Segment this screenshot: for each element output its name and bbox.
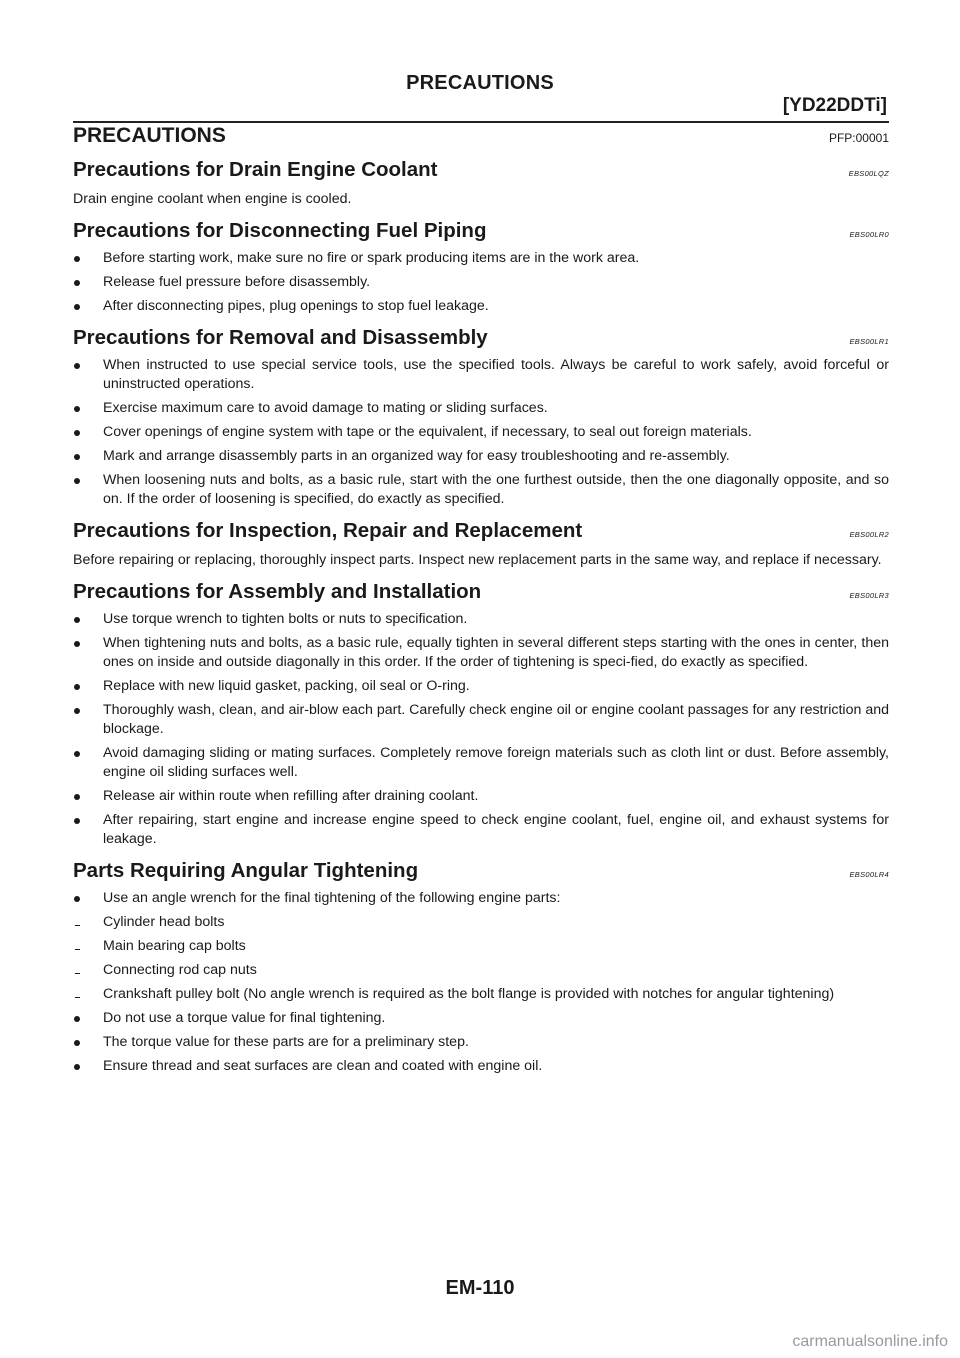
sub-list-item <box>73 985 889 1004</box>
header-rule <box>73 121 889 123</box>
section-code: EBS00LR3 <box>849 591 889 600</box>
section-heading <box>73 219 889 243</box>
list-item-text: Cover openings of engine system with tape or the equivalent, if necessary, to seal out foreign materials. <box>103 424 752 440</box>
header-title: PRECAUTIONS <box>406 72 554 94</box>
bullet-list <box>73 356 889 509</box>
list-item <box>73 677 889 696</box>
list-item <box>73 297 889 316</box>
section-title: Precautions for Drain Engine Coolant <box>73 158 438 181</box>
page-number: EM-110 <box>445 1277 515 1299</box>
list-item-text: The torque value for these parts are for a preliminary step. <box>103 1034 469 1050</box>
sub-list-item <box>73 961 889 980</box>
list-item-text: Main bearing cap bolts <box>103 938 246 954</box>
section-code: EBS00LQZ <box>848 169 889 178</box>
section-heading <box>73 326 889 350</box>
section-inspection-repair-replacement <box>73 519 889 570</box>
section-code: EBS00LR0 <box>849 230 889 239</box>
header-model-code: [YD22DDTi] <box>782 95 887 116</box>
list-item <box>73 447 889 466</box>
section-title: Precautions for Inspection, Repair and Replacement <box>73 519 583 542</box>
list-item <box>73 356 889 394</box>
list-item <box>73 471 889 509</box>
list-item-text: Before starting work, make sure no fire or spark producing items are in the work area. <box>103 250 640 266</box>
watermark: carmanualsonline.info <box>792 1333 948 1350</box>
section-code: EBS00LR1 <box>849 337 889 346</box>
list-item-text: When instructed to use special service tools, use the specified tools. Always be careful to work safely, avoid forceful or uninstructed operations. <box>103 357 889 392</box>
list-item-text: Release fuel pressure before disassembly. <box>103 274 371 290</box>
section-title: Parts Requiring Angular Tightening <box>73 859 419 882</box>
section-assembly-and-installation <box>73 580 889 849</box>
list-item-text: After repairing, start engine and increase engine speed to check engine coolant, fuel, engine oil, and exhaust systems for leakage. <box>103 812 889 847</box>
list-item-text: Do not use a torque value for final tightening. <box>103 1010 386 1026</box>
list-item <box>73 701 889 739</box>
list-item-text: Use an angle wrench for the final tightening of the following engine parts: <box>103 890 561 906</box>
section-code: EBS00LR4 <box>849 870 889 879</box>
list-item <box>73 1009 889 1028</box>
list-item-text: Crankshaft pulley bolt (No angle wrench is required as the bolt flange is provided with notches for angular tightening) <box>103 986 835 1002</box>
page-heading-code: PFP:00001 <box>828 131 889 145</box>
list-item <box>73 787 889 806</box>
section-heading <box>73 859 889 883</box>
section-heading <box>73 158 889 182</box>
list-item-text: After disconnecting pipes, plug openings to stop fuel leakage. <box>103 298 489 314</box>
list-item <box>73 1057 889 1076</box>
list-item-text: Cylinder head bolts <box>103 914 225 930</box>
list-item-text: Exercise maximum care to avoid damage to mating or sliding surfaces. <box>103 400 548 416</box>
section-title: Precautions for Assembly and Installation <box>73 580 482 603</box>
section-heading <box>73 580 889 604</box>
section-heading <box>73 519 889 543</box>
section-title: Precautions for Removal and Disassembly <box>73 326 488 349</box>
bullet-list <box>73 249 889 316</box>
section-paragraph: Before repairing or replacing, thoroughly inspect parts. Inspect new replacement parts in the same way, and replace if necessary. <box>73 552 882 568</box>
list-item-text: Use torque wrench to tighten bolts or nuts to specification. <box>103 611 468 627</box>
page-heading-title: PRECAUTIONS <box>73 124 226 147</box>
list-item <box>73 273 889 292</box>
list-item-text: Replace with new liquid gasket, packing, oil seal or O-ring. <box>103 678 470 694</box>
section-code: EBS00LR2 <box>849 530 889 539</box>
list-item-text: Avoid damaging sliding or mating surfaces. Completely remove foreign materials such as cloth lint or dust. Before assembly, engine oil sliding surfaces well. <box>103 745 889 780</box>
list-item-text: Thoroughly wash, clean, and air-blow each part. Carefully check engine oil or engine coolant passages for any restriction and blockage. <box>103 702 889 737</box>
section-title: Precautions for Disconnecting Fuel Piping <box>73 219 487 242</box>
list-item-text: When loosening nuts and bolts, as a basic rule, start with the one furthest outside, then the one diagonally opposite, and so on. If the order of loosening is specified, do exactly as specified. <box>103 472 889 507</box>
bullet-list <box>73 610 889 849</box>
sub-list-item <box>73 937 889 956</box>
page-content <box>73 124 889 1081</box>
list-item <box>73 634 889 672</box>
list-item <box>73 744 889 782</box>
list-item-text: When tightening nuts and bolts, as a basic rule, equally tighten in several different steps starting with the ones in center, then ones on inside and outside diagonally in this order. If the order of tightening is speci-fied, do exactly as specified. <box>103 635 889 670</box>
list-item-text: Connecting rod cap nuts <box>103 962 257 978</box>
section-paragraph: Drain engine coolant when engine is cooled. <box>73 191 352 207</box>
list-item <box>73 423 889 442</box>
list-item <box>73 610 889 629</box>
bullet-list <box>73 889 889 1076</box>
section-disconnecting-fuel-piping <box>73 219 889 316</box>
list-item <box>73 1033 889 1052</box>
list-item-text: Ensure thread and seat surfaces are clean and coated with engine oil. <box>103 1058 543 1074</box>
section-drain-engine-coolant <box>73 158 889 209</box>
list-item <box>73 811 889 849</box>
list-item <box>73 249 889 268</box>
list-item-text: Release air within route when refilling after draining coolant. <box>103 788 479 804</box>
list-item-text: Mark and arrange disassembly parts in an organized way for easy troubleshooting and re-assembly. <box>103 448 730 464</box>
sub-list-item <box>73 913 889 932</box>
list-item <box>73 889 889 908</box>
page-heading <box>73 124 889 148</box>
list-item <box>73 399 889 418</box>
section-removal-and-disassembly <box>73 326 889 509</box>
section-angular-tightening <box>73 859 889 1076</box>
